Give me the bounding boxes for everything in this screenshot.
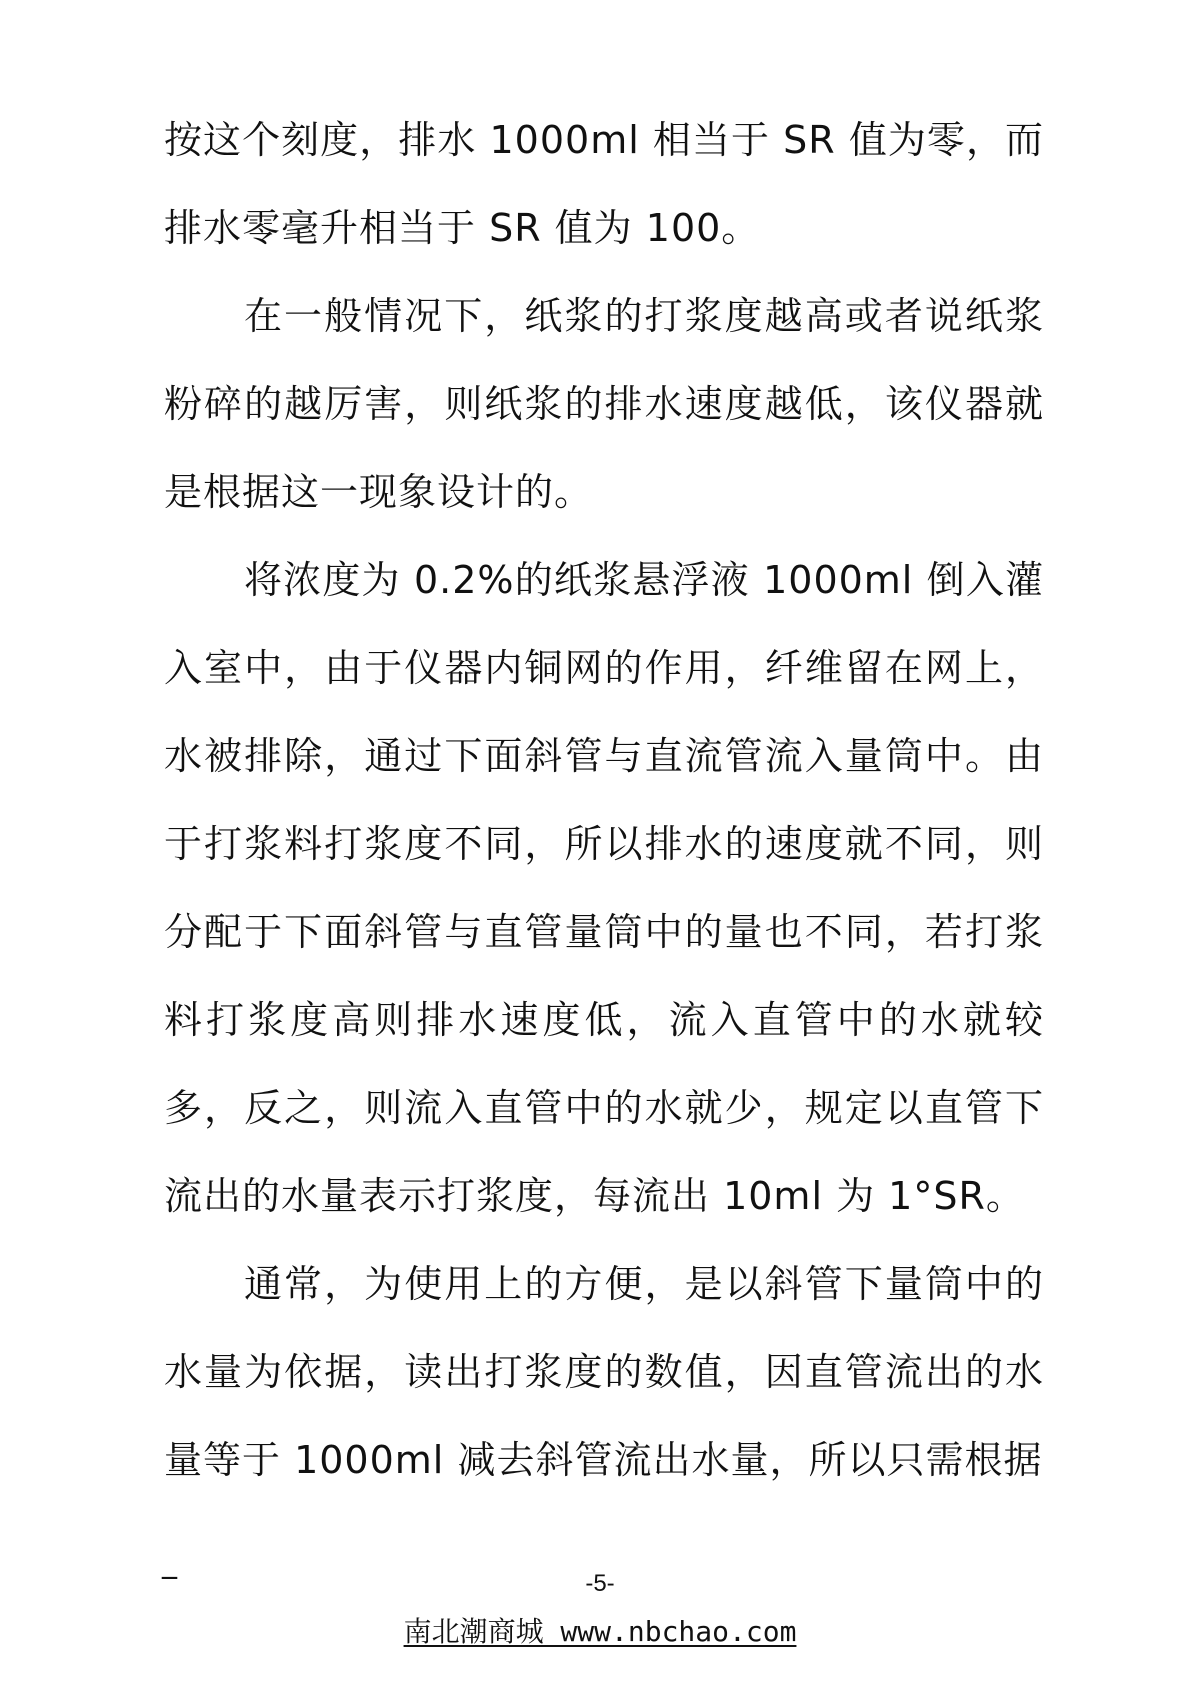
paragraph-3: 将浓度为 0.2%的纸浆悬浮液 1000ml 倒入灌入室中，由于仪器内铜网的作用，纤维留在网上，水被排除，通过下面斜管与直流管流入量筒中。由于打浆料打浆度不同，所以排水的速度就不同，则分配于下面斜管与直管量筒中的量也不同，若打浆料打浆度高则排水速度低，流入直管中的水就较多，反之，则流入直管中的水就少，规定以直管下流出的水量表示打浆度，每流出 10ml 为 1°SR。 [164, 558, 1044, 1218]
footer-website-link[interactable] [0, 1612, 1200, 1652]
paragraph-4: 通常，为使用上的方便，是以斜管下量筒中的水量为依据，读出打浆度的数值，因直管流出的水量等于 1000ml 减去斜管流出水量，所以只需根据 [164, 1262, 1044, 1482]
document-body [164, 96, 1044, 1504]
paragraph-2: 在一般情况下，纸浆的打浆度越高或者说纸浆粉碎的越厉害，则纸浆的排水速度越低，该仪器就是根据这一现象设计的。 [164, 294, 1044, 514]
page-number: -5- [585, 1570, 615, 1597]
paragraph-1: 按这个刻度，排水 1000ml 相当于 SR 值为零，而排水零毫升相当于 SR 值为 100。 [164, 118, 1044, 250]
footer-website-text[interactable]: 南北潮商城 www.nbchao.com [403, 1615, 797, 1648]
footnote-mark: _ [162, 1545, 177, 1580]
